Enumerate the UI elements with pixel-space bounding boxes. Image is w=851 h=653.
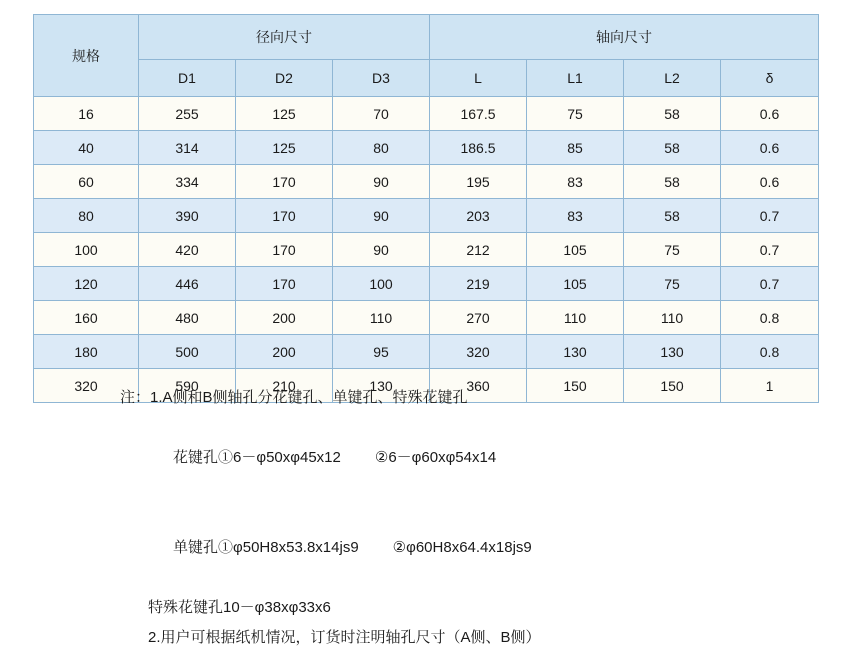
cell-d2: 170 <box>236 233 333 267</box>
cell-l: 212 <box>430 233 527 267</box>
cell-l1: 83 <box>527 199 624 233</box>
cell-d3: 70 <box>333 97 430 131</box>
column-header-d3: D3 <box>333 60 430 97</box>
cell-delta: 0.7 <box>721 199 819 233</box>
cell-d3: 100 <box>333 267 430 301</box>
cell-delta: 0.8 <box>721 301 819 335</box>
column-header-l: L <box>430 60 527 97</box>
note-line-3-part-a: 单键孔①φ50H8x53.8x14js9 <box>173 539 359 556</box>
cell-spec: 60 <box>34 165 139 199</box>
cell-l1: 130 <box>527 335 624 369</box>
cell-spec: 100 <box>34 233 139 267</box>
cell-l: 195 <box>430 165 527 199</box>
cell-l2: 58 <box>624 165 721 199</box>
note-line-2-part-a: 花键孔①6－φ50xφ45x12 <box>173 449 341 466</box>
cell-spec: 180 <box>34 335 139 369</box>
cell-delta: 0.6 <box>721 165 819 199</box>
cell-l: 203 <box>430 199 527 233</box>
cell-l1: 75 <box>527 97 624 131</box>
cell-spec: 160 <box>34 301 139 335</box>
cell-d1: 590 <box>139 369 236 403</box>
cell-delta: 0.8 <box>721 335 819 369</box>
note-line-3 <box>120 503 541 593</box>
table-row <box>34 199 819 233</box>
note-line-2 <box>120 413 541 503</box>
notes-block <box>120 383 541 653</box>
cell-d2: 200 <box>236 301 333 335</box>
cell-l2: 75 <box>624 267 721 301</box>
cell-spec: 80 <box>34 199 139 233</box>
cell-d1: 446 <box>139 267 236 301</box>
cell-d3: 110 <box>333 301 430 335</box>
table-header-row-groups <box>34 15 819 60</box>
cell-l2: 58 <box>624 199 721 233</box>
cell-l: 167.5 <box>430 97 527 131</box>
cell-d1: 390 <box>139 199 236 233</box>
cell-d1: 314 <box>139 131 236 165</box>
table-row <box>34 301 819 335</box>
cell-l1: 150 <box>527 369 624 403</box>
column-header-delta: δ <box>721 60 819 97</box>
note-line-4: 特殊花键孔10－φ38xφ33x6 <box>148 599 331 616</box>
cell-l2: 130 <box>624 335 721 369</box>
column-header-l1: L1 <box>527 60 624 97</box>
cell-l1: 105 <box>527 233 624 267</box>
table-row <box>34 131 819 165</box>
cell-l2: 110 <box>624 301 721 335</box>
table-row <box>34 335 819 369</box>
cell-l1: 110 <box>527 301 624 335</box>
table-header-row-subs <box>34 60 819 97</box>
note-line-2-part-b: ②6－φ60xφ54x14 <box>374 449 497 466</box>
cell-delta: 0.6 <box>721 97 819 131</box>
cell-l2: 58 <box>624 97 721 131</box>
cell-d3: 90 <box>333 199 430 233</box>
cell-d3: 95 <box>333 335 430 369</box>
cell-l2: 75 <box>624 233 721 267</box>
cell-l: 270 <box>430 301 527 335</box>
cell-d2: 210 <box>236 369 333 403</box>
cell-l: 320 <box>430 335 527 369</box>
table-row <box>34 165 819 199</box>
cell-d2: 200 <box>236 335 333 369</box>
cell-l1: 83 <box>527 165 624 199</box>
cell-d2: 170 <box>236 165 333 199</box>
cell-l2: 150 <box>624 369 721 403</box>
column-group-axial: 轴向尺寸 <box>430 15 819 60</box>
column-header-spec: 规格 <box>34 15 139 97</box>
cell-delta: 0.7 <box>721 233 819 267</box>
specification-table <box>33 14 819 403</box>
cell-d2: 170 <box>236 199 333 233</box>
note-line-1: 注：1.A侧和B侧轴孔分花键孔、单键孔、特殊花键孔 <box>120 389 468 406</box>
table-row <box>34 97 819 131</box>
cell-d1: 500 <box>139 335 236 369</box>
cell-d1: 480 <box>139 301 236 335</box>
cell-l1: 85 <box>527 131 624 165</box>
cell-l: 360 <box>430 369 527 403</box>
cell-d2: 125 <box>236 131 333 165</box>
cell-spec: 120 <box>34 267 139 301</box>
table-row <box>34 233 819 267</box>
cell-l: 219 <box>430 267 527 301</box>
cell-spec: 16 <box>34 97 139 131</box>
cell-delta: 1 <box>721 369 819 403</box>
cell-spec: 320 <box>34 369 139 403</box>
column-group-radial: 径向尺寸 <box>139 15 430 60</box>
note-line-5: 2.用户可根据纸机情况，订货时注明轴孔尺寸（A侧、B侧） <box>148 629 541 646</box>
column-header-l2: L2 <box>624 60 721 97</box>
cell-d1: 255 <box>139 97 236 131</box>
cell-d1: 420 <box>139 233 236 267</box>
cell-d2: 170 <box>236 267 333 301</box>
cell-d3: 90 <box>333 165 430 199</box>
cell-delta: 0.7 <box>721 267 819 301</box>
cell-spec: 40 <box>34 131 139 165</box>
cell-l1: 105 <box>527 267 624 301</box>
cell-d3: 80 <box>333 131 430 165</box>
cell-l: 186.5 <box>430 131 527 165</box>
cell-d1: 334 <box>139 165 236 199</box>
table-body <box>34 97 819 403</box>
cell-delta: 0.6 <box>721 131 819 165</box>
column-header-d1: D1 <box>139 60 236 97</box>
table-row <box>34 267 819 301</box>
cell-d3: 130 <box>333 369 430 403</box>
cell-d2: 125 <box>236 97 333 131</box>
column-header-d2: D2 <box>236 60 333 97</box>
table-header <box>34 15 819 97</box>
cell-l2: 58 <box>624 131 721 165</box>
note-line-3-part-b: ②φ60H8x64.4x18js9 <box>392 539 532 556</box>
cell-d3: 90 <box>333 233 430 267</box>
